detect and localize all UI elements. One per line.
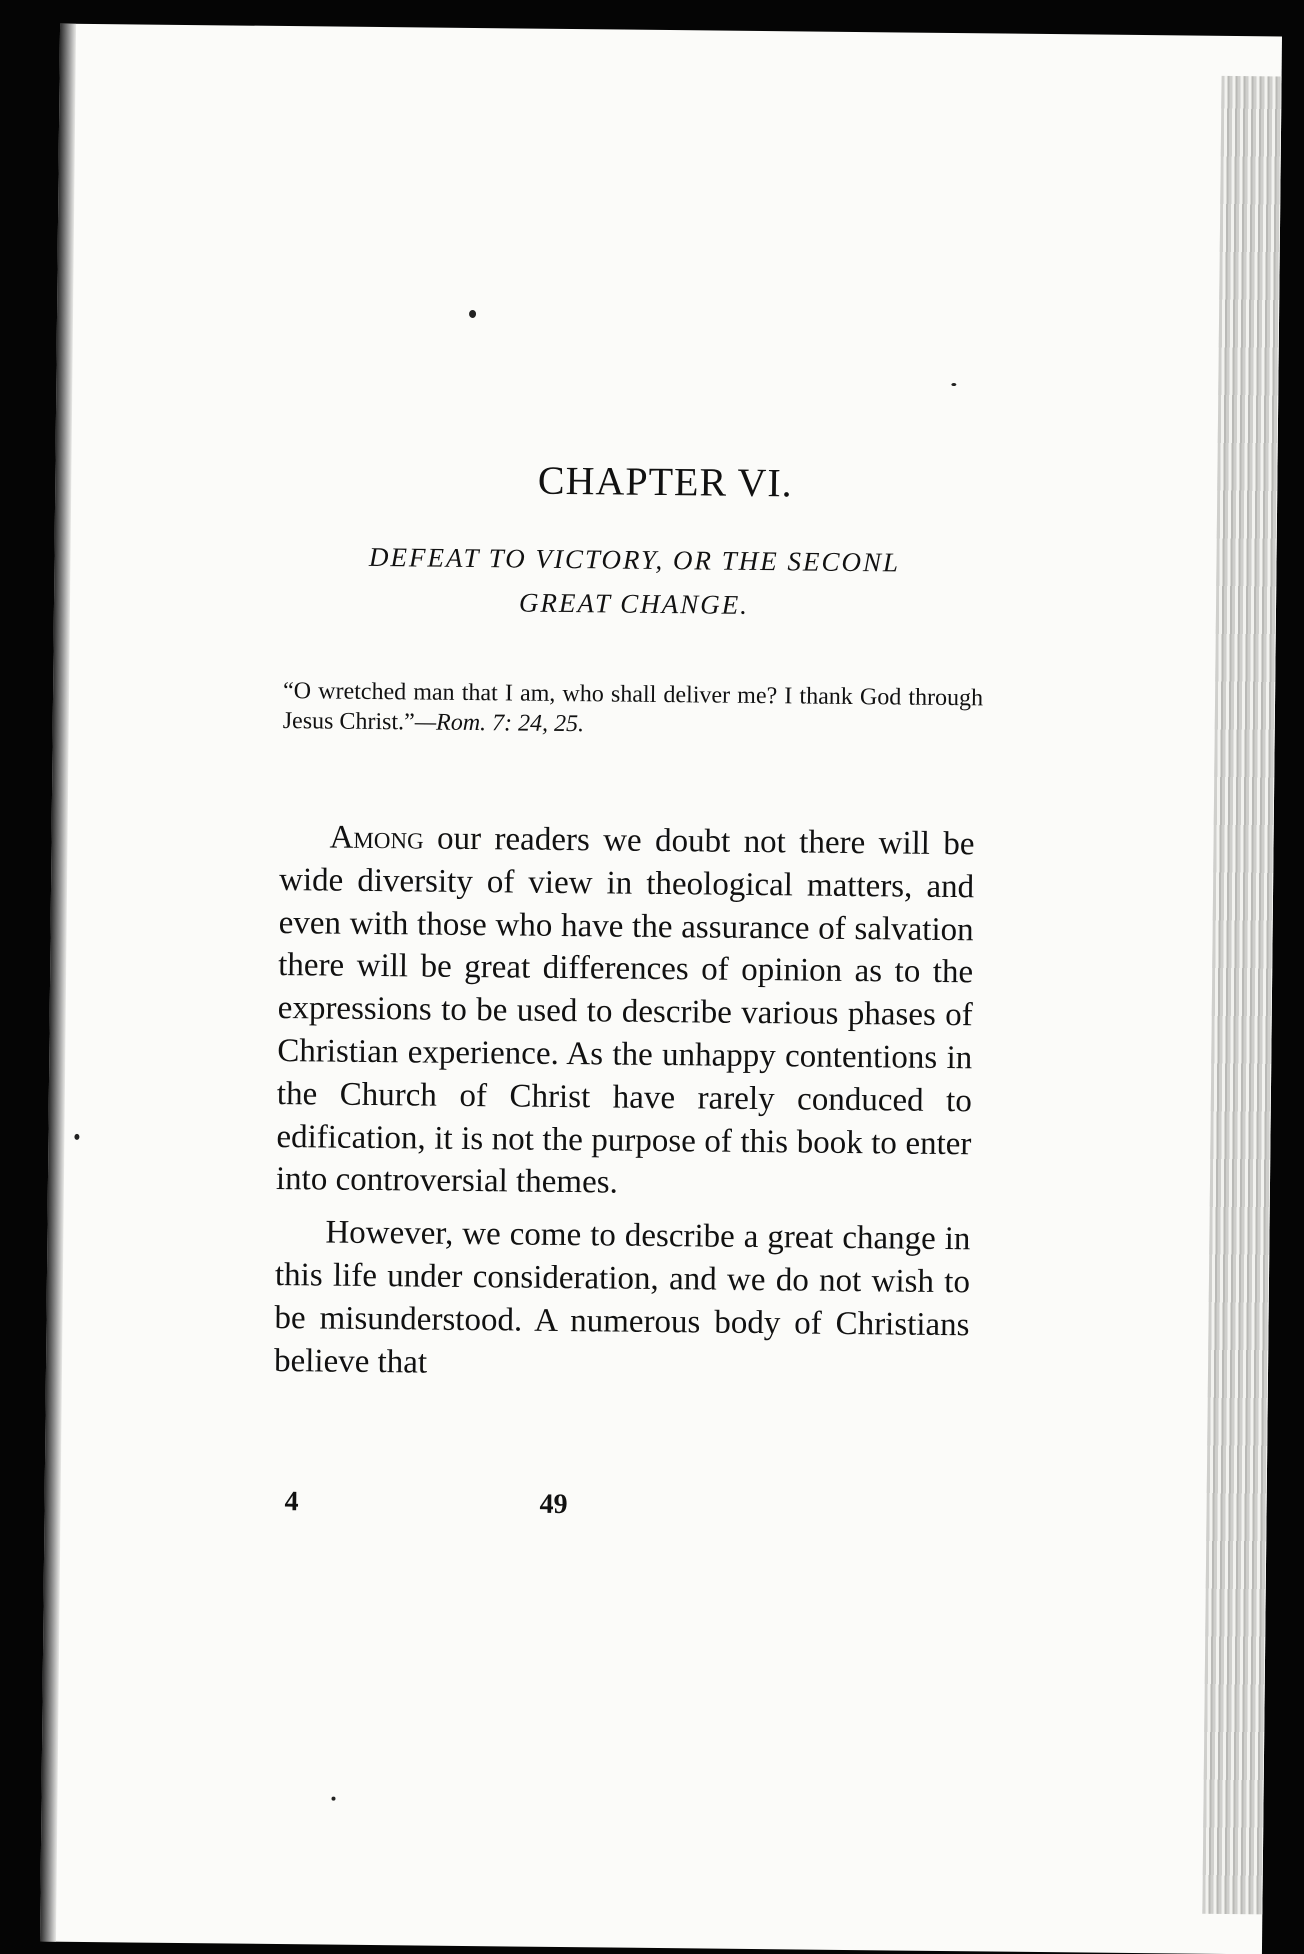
paragraph-1 bbox=[276, 816, 975, 1208]
chapter-subtitle-line-2: GREAT CHANGE. bbox=[518, 587, 750, 620]
page-binding-shadow bbox=[40, 24, 76, 1942]
ink-speck bbox=[331, 1797, 335, 1801]
book-page bbox=[40, 24, 1282, 1954]
epigraph-quote: “O wretched man that I am, who shall deliver me? I thank God through Jesus Christ.” bbox=[282, 678, 984, 736]
body-text bbox=[274, 816, 975, 1400]
epigraph-source: —Rom. 7: 24, 25. bbox=[414, 709, 585, 738]
paragraph-2: However, we come to describe a great change in this life under consideration, and we do not wish to be misunderstood. A numerous body of Christians believe that bbox=[273, 1214, 971, 1381]
ink-speck bbox=[951, 383, 956, 386]
chapter-subtitle-line-1: DEFEAT TO VICTORY, OR THE SECONL bbox=[368, 541, 901, 578]
chapter-title: CHAPTER VI. bbox=[537, 457, 793, 506]
page-fore-edge bbox=[1202, 76, 1281, 1915]
epigraph bbox=[283, 676, 984, 743]
ink-speck bbox=[74, 1134, 79, 1140]
signature-mark: 4 bbox=[284, 1486, 299, 1518]
chapter-subtitle bbox=[284, 534, 985, 629]
ink-speck bbox=[469, 310, 476, 318]
page-number: 49 bbox=[539, 1488, 568, 1521]
paragraph-1-text: our readers we doubt not there will be wide diversity of view in theological matters, and even with those who have the assurance of salvation there will be great differences of opinion as to the expressions to be used to describe various phases of Christian experience. As the unhappy contentions in the Church of Christ have rarely conduced to edification, it is not the purpose of this book to enter into controversial themes. bbox=[275, 820, 975, 1201]
paragraph-1-lead: Among bbox=[329, 819, 424, 857]
